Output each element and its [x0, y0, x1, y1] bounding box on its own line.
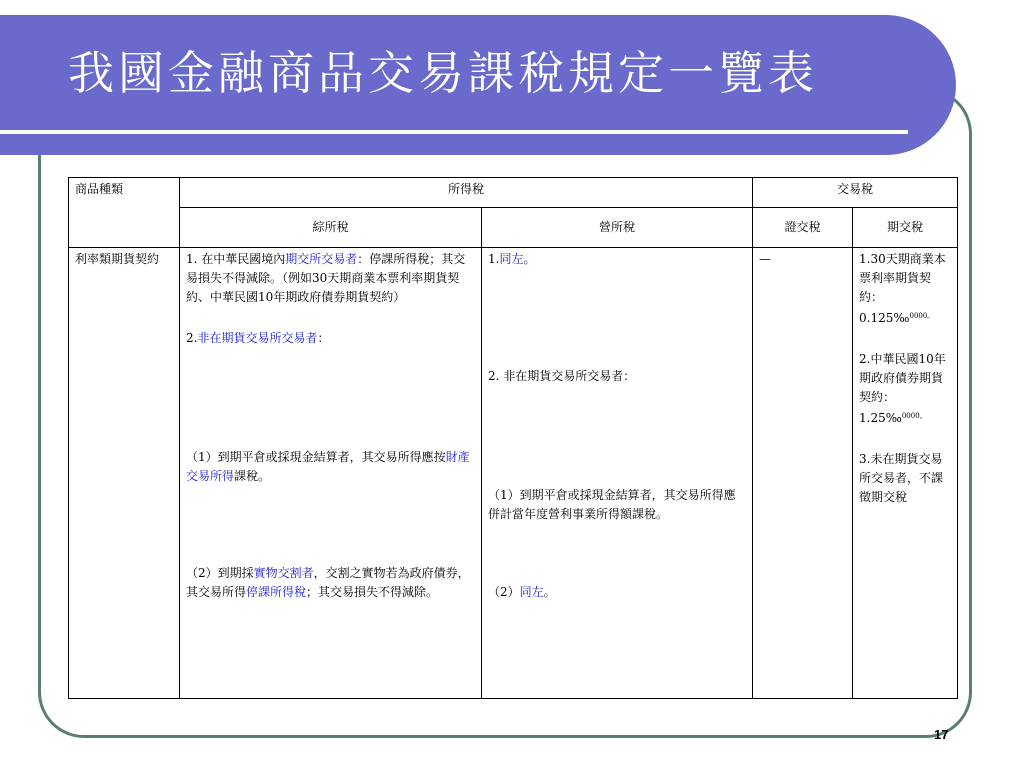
subheader-futures: 期交稅 [853, 208, 958, 248]
highlight-text: 同左 [499, 252, 524, 266]
header-transaction-tax: 交易稅 [753, 178, 958, 208]
text-segment: 。 [543, 585, 556, 599]
futures-cell [853, 248, 958, 699]
header-category: 商品種類 [69, 178, 180, 248]
text-segment: （2）到期採 [186, 566, 254, 580]
text-segment: ，交割之實物若為政府債券，其交易所得 [186, 566, 470, 599]
text-segment: ： [317, 331, 330, 345]
text-segment: 1. 在中華民國境內 [186, 252, 286, 266]
highlight-text: 實物交割者 [253, 566, 314, 580]
text-segment: 1.30天期商業本票利率期貨契約：0.125‰ [859, 252, 946, 325]
text-segment: 2.中華民國10年期政府債券期貨契約：1.25‰ [859, 352, 946, 425]
superscript: 0000。 [901, 412, 927, 420]
futures-item-2 [859, 350, 951, 428]
text-segment: 。 [523, 252, 536, 266]
text-segment: 2. [186, 331, 198, 345]
consolidated-cell [180, 248, 482, 699]
consolidated-item-1 [186, 250, 475, 307]
securities-cell: — [753, 248, 853, 699]
slide-title: 我國金融商品交易課稅規定一覽表 [68, 46, 818, 100]
business-cell [482, 248, 753, 699]
text-segment: 課稅。 [234, 469, 271, 483]
consolidated-item-4 [186, 564, 475, 602]
highlight-text: 同左 [519, 585, 544, 599]
highlight-text: 期交所交易者 [285, 252, 358, 266]
text-segment: 1. [488, 252, 500, 266]
category-cell: 利率類期貨契約 [69, 248, 180, 699]
consolidated-item-3 [186, 448, 475, 486]
table-row [69, 248, 958, 699]
header-row [69, 178, 958, 208]
subheader-securities: 證交稅 [753, 208, 853, 248]
futures-item-3: 3.未在期貨交易所交易者，不課徵期交稅 [859, 452, 944, 504]
subheader-business: 營所稅 [482, 208, 753, 248]
page-number: 17 [934, 727, 949, 742]
text-segment: （2） [488, 585, 520, 599]
business-item-2: 2. 非在期貨交易所交易者： [488, 369, 636, 383]
superscript: 0000。 [909, 312, 935, 320]
text-segment: ；其交易損失不得減除。 [306, 585, 439, 599]
futures-item-1 [859, 250, 951, 328]
header-income-tax: 所得稅 [180, 178, 753, 208]
subheader-row [69, 208, 958, 248]
business-item-1 [488, 250, 746, 269]
business-item-4 [488, 583, 746, 602]
tax-table [68, 177, 958, 699]
business-item-3: （1）到期平倉或採現金結算者，其交易所得應併計當年度營利事業所得額課稅。 [488, 488, 736, 521]
consolidated-item-2 [186, 329, 475, 348]
subheader-consolidated: 綜所稅 [180, 208, 482, 248]
highlight-text: 停課所得稅 [246, 585, 307, 599]
highlight-text: 財產交易所得 [186, 450, 470, 483]
text-segment: ：停課所得稅；其交易損失不得減除。（例如30天期商業本票利率期貨契約、中華民國10年期政府債券期貨契約） [186, 252, 466, 304]
highlight-text: 非在期貨交易所交易者 [197, 331, 318, 345]
text-segment: （1）到期平倉或採現金結算者，其交易所得應按 [186, 450, 446, 464]
title-underline [0, 130, 908, 134]
